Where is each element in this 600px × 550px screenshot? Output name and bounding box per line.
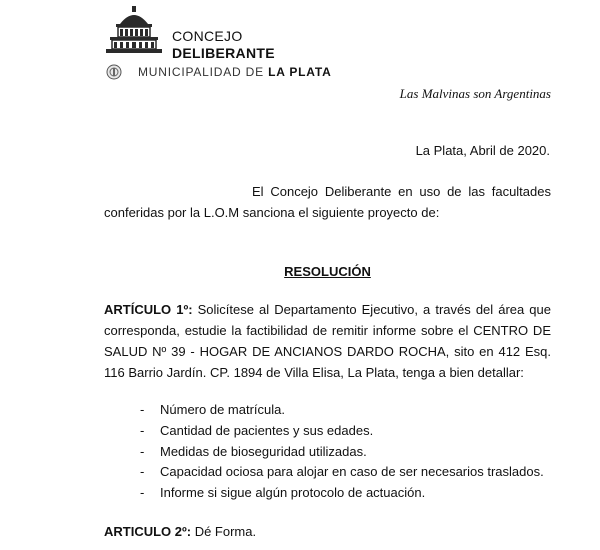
list-item-text: Informe si sigue algún protocolo de actuación. [160,485,426,501]
document-title: RESOLUCIÓN [284,264,371,279]
article-1-text: Solicítese al Departamento Ejecutivo, a través del área que corresponda, estudie la factibilidad de remitir informe sobre el CENTRO DE SALUD Nº 39 - HOGAR DE ANCIANOS DARDO ROCHA, sito en 412 Esq. 116 Barrio Jardín. CP. 1894 de Villa Elisa, La Plata, tenga a bien detallar: [104,302,551,380]
list-item-text: Capacidad ociosa para alojar en caso de ser necesarios traslados. [160,464,544,480]
bullet-dash: - [140,485,145,501]
article-2-label: ARTICULO 2º: [104,524,192,539]
bullet-dash: - [140,422,145,438]
list-item [140,462,544,483]
list-item [140,483,544,504]
municipal-seal-icon [106,64,122,80]
municipality-name [138,65,332,79]
bullet-dash: - [140,464,145,480]
list-item [140,421,544,442]
list-item-text: Medidas de bioseguridad utilizadas. [160,443,367,459]
bullet-dash: - [140,443,145,459]
municipality-prefix: MUNICIPALIDAD DE [138,65,269,79]
list-item-text: Cantidad de pacientes y sus edades. [160,422,374,438]
council-name-line1: CONCEJO [172,28,243,44]
council-name-line2: DELIBERANTE [172,45,275,61]
document-date: La Plata, Abril de 2020. [415,143,550,158]
list-item-text: Número de matrícula. [160,402,285,417]
article-2-text: Dé Forma. [191,524,257,539]
intro-paragraph: El Concejo Deliberante en uso de las facultades conferidas por la L.O.M sanciona el siguiente proyecto de: [104,184,551,220]
motto: Las Malvinas son Argentinas [399,86,551,101]
bullet-dash: - [140,402,145,417]
municipality-city: LA PLATA [268,65,332,79]
list-item [140,442,544,463]
list-item [140,400,544,421]
article-1-label: ARTÍCULO 1º: [104,302,193,317]
details-list [140,400,544,504]
article-2 [104,524,256,539]
legislature-building-icon [106,4,162,54]
council-name [172,28,275,62]
article-1 [104,299,551,383]
